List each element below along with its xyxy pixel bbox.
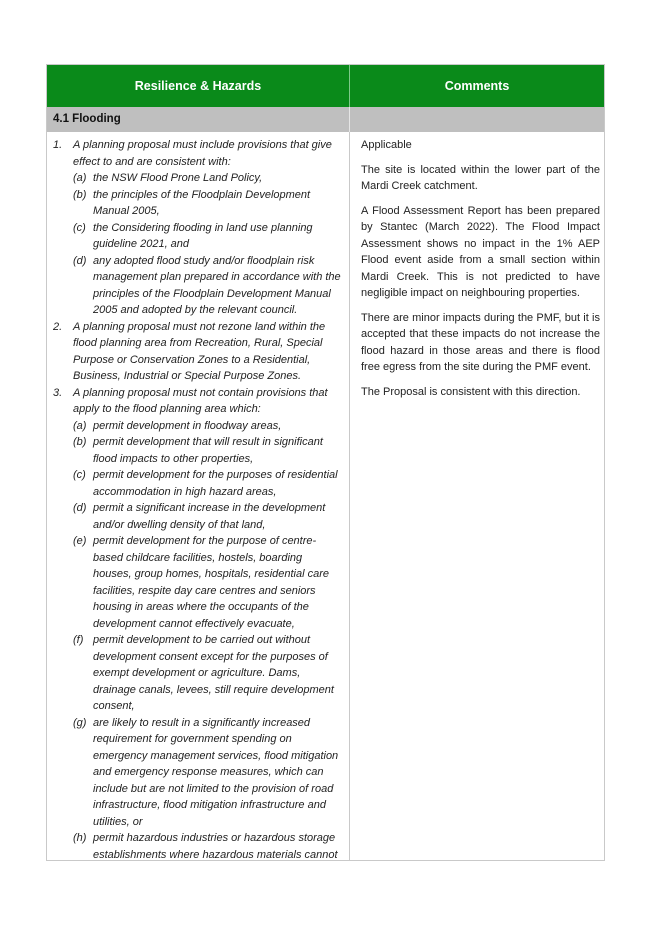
table-header-row bbox=[47, 65, 604, 107]
subitem-text: permit a significant increase in the development and/or dwelling density of that land, bbox=[93, 502, 326, 531]
requirement-subitem bbox=[53, 220, 343, 253]
comment-paragraph: There are minor impacts during the PMF, but it is accepted that these impacts do not increase the flood hazard in those areas and there is flood free egress from the site during the PMF event. bbox=[361, 311, 600, 373]
subitem-text: permit hazardous industries or hazardous storage establishments where hazardous materials cannot bbox=[93, 832, 338, 861]
subitem-text: permit development in floodway areas, bbox=[93, 419, 282, 432]
comments-cell bbox=[361, 137, 600, 408]
requirement-text: A planning proposal must include provisions that give effect to and are consistent with: bbox=[73, 139, 332, 168]
subitem-letter: (b) bbox=[73, 188, 87, 201]
header-comments: Comments bbox=[444, 79, 510, 93]
section-row bbox=[47, 107, 604, 132]
section-divider bbox=[349, 107, 350, 132]
subitem-text: permit development for the purposes of residential accommodation in high hazard areas, bbox=[93, 469, 338, 498]
subitem-text: permit development to be carried out without development consent except for the purposes of exempt development or agriculture. Dams, drainage canals, levees, still require development consent, bbox=[93, 634, 334, 712]
requirement-subitem bbox=[53, 170, 343, 187]
subitem-letter: (g) bbox=[73, 716, 87, 729]
requirements-list bbox=[53, 137, 343, 863]
subitem-text: the principles of the Floodplain Development Manual 2005, bbox=[93, 188, 311, 217]
subitem-text: permit development that will result in significant flood impacts to other properties, bbox=[93, 436, 323, 465]
requirement-number: 1. bbox=[53, 139, 63, 151]
subitem-text: the NSW Flood Prone Land Policy, bbox=[93, 172, 263, 184]
requirement-subitem bbox=[53, 632, 343, 715]
subitem-letter: (f) bbox=[73, 634, 84, 646]
requirement-subitem bbox=[53, 418, 343, 435]
requirement-subitem bbox=[53, 533, 343, 632]
requirement-subitem bbox=[53, 467, 343, 500]
requirement-subitem bbox=[53, 715, 343, 831]
subitem-letter: (a) bbox=[73, 172, 87, 184]
header-resilience-hazards: Resilience & Hazards bbox=[134, 79, 262, 93]
requirement-item bbox=[53, 385, 343, 418]
subitem-text: are likely to result in a significantly increased requirement for government spending on emergency management services, flood mitigation and emergency response measures, which can include but are not limited to the provision of road infrastructure, flood mitigation infrastructure and utilities, or bbox=[93, 716, 339, 828]
subitem-letter: (a) bbox=[73, 419, 87, 432]
requirement-item bbox=[53, 319, 343, 385]
subitem-text: the Considering flooding in land use planning guideline 2021, and bbox=[93, 221, 313, 250]
column-divider bbox=[349, 132, 350, 860]
section-title: 4.1 Flooding bbox=[53, 113, 121, 125]
comment-paragraph: The Proposal is consistent with this direction. bbox=[361, 385, 581, 398]
subitem-letter: (e) bbox=[73, 535, 87, 547]
resilience-hazards-table bbox=[46, 64, 605, 861]
requirement-subitem bbox=[53, 830, 343, 863]
subitem-text: permit development for the purpose of centre-based childcare facilities, hostels, boarding houses, group homes, hospitals, residential care facilities, respite day care centres and seniors housing in areas where the occupants of the development cannot effectively evacuate, bbox=[93, 535, 330, 630]
comment-paragraph: A Flood Assessment Report has been prepared by Stantec (March 2022). The Flood Impact Assessment shows no impact in the 1% AEP Flood event aside from a small section within Mardi Creek. This is not predicted to have negligible impact on neighbouring properties. bbox=[361, 204, 600, 299]
requirement-number: 2. bbox=[53, 320, 63, 333]
requirement-text: A planning proposal must not contain provisions that apply to the flood planning area which: bbox=[73, 386, 328, 415]
subitem-text: any adopted flood study and/or floodplain risk management plan prepared in accordance with the principles of the Floodplain Development Manual 2005 and adopted by the relevant council. bbox=[93, 254, 341, 316]
requirement-subitem bbox=[53, 500, 343, 533]
subitem-letter: (h) bbox=[73, 832, 87, 844]
subitem-letter: (d) bbox=[73, 502, 87, 514]
subitem-letter: (b) bbox=[73, 436, 87, 448]
subitem-letter: (c) bbox=[73, 221, 86, 234]
subitem-letter: (c) bbox=[73, 469, 86, 481]
requirement-text: A planning proposal must not rezone land within the flood planning area from Recreation, Rural, Special Purpose or Conservation Zones to a Residential, Business, Industrial or Special Purpose Zones. bbox=[73, 320, 326, 382]
requirement-number: 3. bbox=[53, 386, 63, 399]
requirement-subitem bbox=[53, 187, 343, 220]
requirement-subitem bbox=[53, 434, 343, 467]
requirement-item bbox=[53, 137, 343, 170]
requirement-subitem bbox=[53, 253, 343, 319]
comment-paragraph: Applicable bbox=[361, 139, 412, 151]
subitem-letter: (d) bbox=[73, 254, 87, 267]
comment-paragraph: The site is located within the lower part of the Mardi Creek catchment. bbox=[361, 163, 600, 192]
